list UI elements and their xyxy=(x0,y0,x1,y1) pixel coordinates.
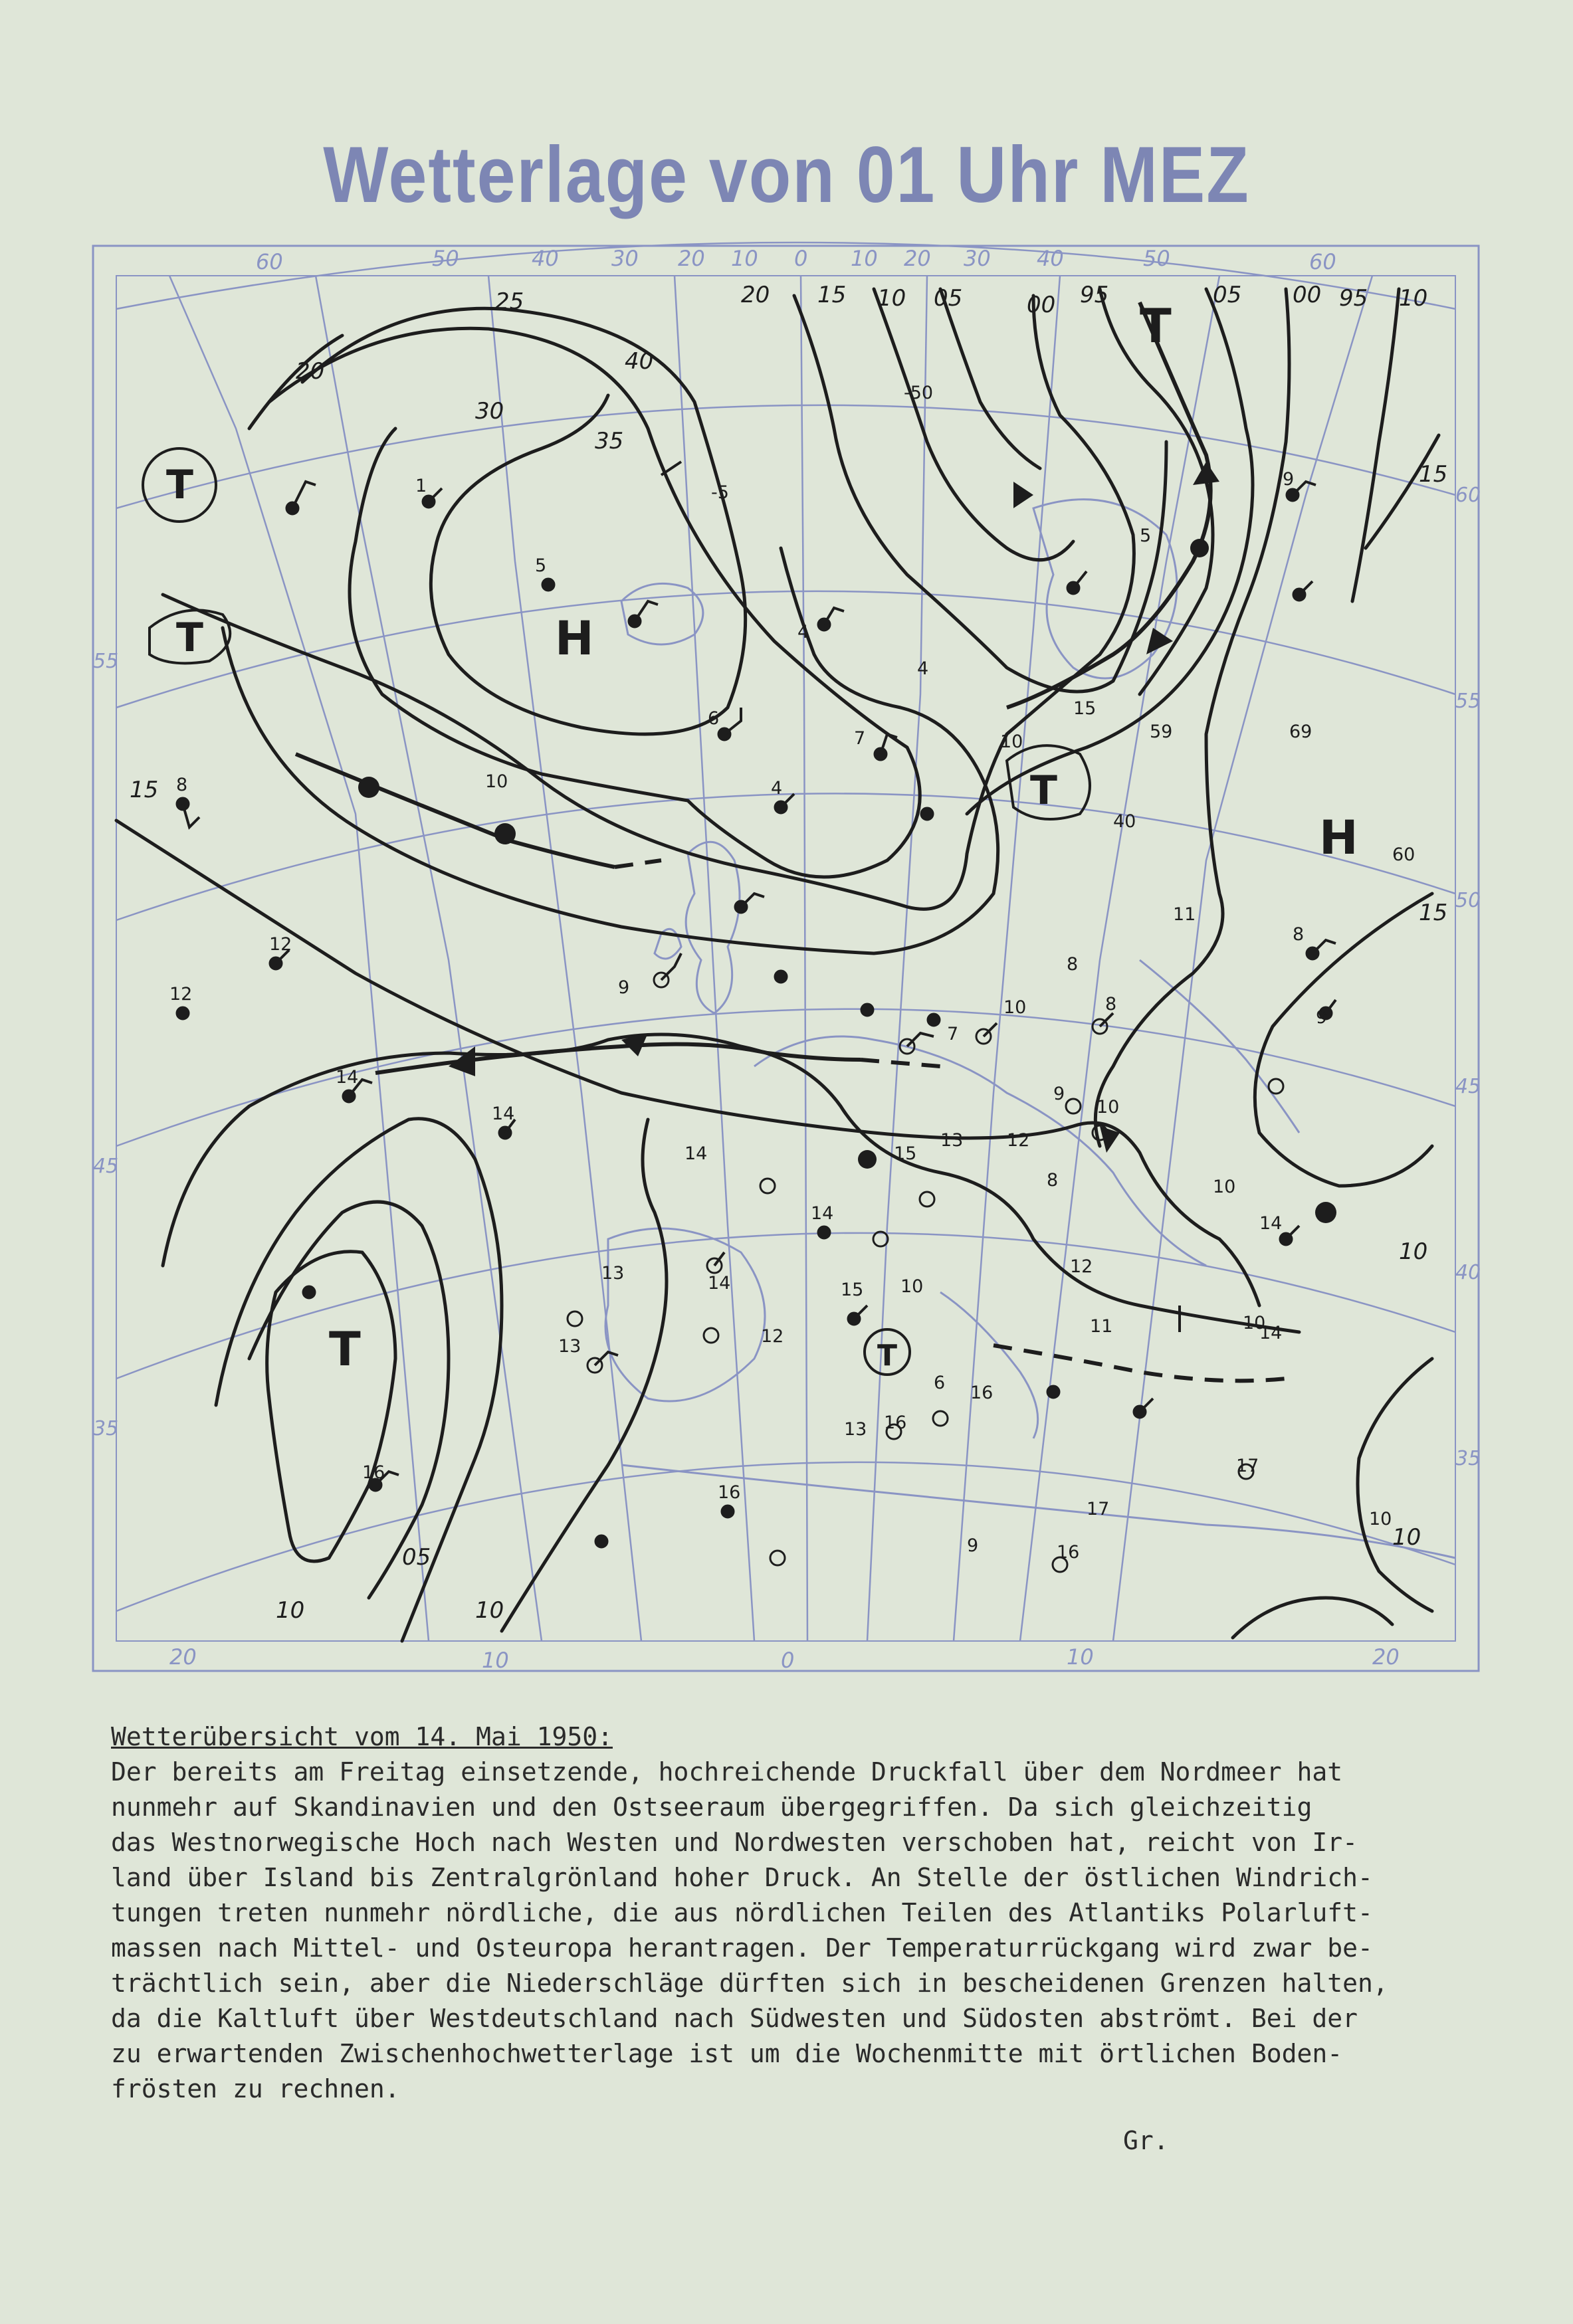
svg-text:16: 16 xyxy=(884,1412,907,1433)
svg-text:15: 15 xyxy=(130,777,159,803)
isobars xyxy=(116,289,1439,1641)
svg-text:10: 10 xyxy=(1243,1313,1266,1333)
svg-text:10: 10 xyxy=(1369,1509,1392,1529)
svg-text:30: 30 xyxy=(964,246,991,271)
svg-text:10: 10 xyxy=(1000,731,1023,752)
isobar-1015-se xyxy=(1255,894,1432,1186)
cold-front-north xyxy=(296,754,615,867)
svg-text:10: 10 xyxy=(475,1597,504,1624)
svg-text:10: 10 xyxy=(731,246,758,271)
pressure-centers xyxy=(143,299,1358,1377)
svg-text:35: 35 xyxy=(93,1417,119,1440)
report-line: da die Kaltluft über Westdeutschland nach Südwesten und Südosten abströmt. Bei der xyxy=(111,2004,1358,2033)
svg-text:12: 12 xyxy=(169,984,193,1005)
isobar-labels xyxy=(130,282,1447,1624)
low-center-baltic: T xyxy=(1030,767,1057,814)
svg-text:14: 14 xyxy=(1259,1213,1283,1234)
svg-text:40: 40 xyxy=(625,348,654,375)
graticule-right-labels xyxy=(1455,484,1481,1470)
svg-text:59: 59 xyxy=(1150,722,1173,742)
svg-text:60: 60 xyxy=(1392,844,1416,865)
svg-text:40: 40 xyxy=(532,246,559,271)
low-center-norwegian-sea: T xyxy=(1140,299,1172,353)
isobar-1030-south xyxy=(267,1252,395,1561)
svg-text:20: 20 xyxy=(904,246,931,271)
report-line: Der bereits am Freitag einsetzende, hochreichende Druckfall über dem Nordmeer hat xyxy=(111,1757,1343,1787)
parallels xyxy=(116,242,1455,1611)
svg-text:16: 16 xyxy=(970,1383,994,1403)
report-line: land über Island bis Zentralgrönland hoher Druck. An Stelle der östlichen Windrich- xyxy=(111,1863,1373,1892)
svg-text:14: 14 xyxy=(811,1203,834,1224)
balkan-coast xyxy=(1140,960,1299,1133)
high-center-iceland: H xyxy=(555,611,594,666)
svg-text:40: 40 xyxy=(1037,246,1064,271)
svg-text:05: 05 xyxy=(402,1544,431,1571)
svg-text:12: 12 xyxy=(1007,1130,1030,1151)
svg-text:50: 50 xyxy=(1455,889,1481,912)
low-center-west: T xyxy=(166,462,193,508)
report-signature: Gr. xyxy=(1123,2126,1169,2155)
svg-text:15: 15 xyxy=(1419,461,1448,488)
svg-text:20: 20 xyxy=(741,282,770,308)
svg-text:4: 4 xyxy=(917,658,929,679)
svg-text:15: 15 xyxy=(841,1280,864,1300)
isobar-1025-south xyxy=(249,1202,449,1598)
svg-text:10: 10 xyxy=(482,1648,509,1673)
svg-text:50: 50 xyxy=(432,246,459,271)
low-center-azores: T xyxy=(329,1322,361,1377)
svg-text:-5: -5 xyxy=(711,482,729,503)
svg-text:9: 9 xyxy=(1283,469,1295,490)
svg-text:9: 9 xyxy=(1316,1007,1328,1028)
svg-text:35: 35 xyxy=(595,428,624,454)
svg-text:16: 16 xyxy=(718,1482,741,1503)
graticule-left-labels xyxy=(93,650,118,1440)
svg-text:13: 13 xyxy=(844,1419,867,1440)
report-line: frösten zu rechnen. xyxy=(111,2074,400,2103)
svg-text:9: 9 xyxy=(967,1535,979,1556)
report-line: trächtlich sein, aber die Niederschläge dürften sich in bescheidenen Grenzen halten, xyxy=(111,1969,1388,1998)
svg-text:16: 16 xyxy=(362,1462,385,1483)
low-center-greenland: T xyxy=(176,615,203,661)
svg-text:45: 45 xyxy=(93,1155,119,1178)
isobar-1000 xyxy=(874,289,1073,560)
svg-text:30: 30 xyxy=(475,398,504,425)
front-dashed-north xyxy=(615,860,661,867)
occluded-front xyxy=(1007,302,1211,708)
svg-text:9: 9 xyxy=(1053,1084,1065,1104)
svg-text:11: 11 xyxy=(1173,904,1196,925)
report-line: nunmehr auf Skandinavien und den Ostseeraum übergegriffen. Da sich gleichzeitig xyxy=(111,1792,1312,1822)
svg-text:8: 8 xyxy=(176,775,188,795)
weather-map-svg xyxy=(76,229,1495,1688)
svg-text:14: 14 xyxy=(336,1067,359,1088)
svg-text:5: 5 xyxy=(1140,526,1152,546)
graticule-bottom-labels xyxy=(169,1644,1400,1673)
svg-text:11: 11 xyxy=(1090,1316,1113,1337)
svg-text:95: 95 xyxy=(1080,282,1109,308)
svg-text:0: 0 xyxy=(781,1648,795,1673)
svg-text:05: 05 xyxy=(1213,282,1242,308)
svg-text:4: 4 xyxy=(797,622,809,642)
map-title-stamp: Wetterlage von 01 Uhr MEZ xyxy=(323,131,1250,220)
svg-text:17: 17 xyxy=(1236,1456,1259,1476)
svg-text:15: 15 xyxy=(1073,698,1097,719)
svg-text:16: 16 xyxy=(1057,1542,1080,1563)
cold-front-middle xyxy=(375,1044,861,1073)
svg-text:10: 10 xyxy=(1213,1177,1236,1197)
svg-text:10: 10 xyxy=(1392,1524,1421,1551)
svg-text:9: 9 xyxy=(618,977,630,998)
svg-text:10: 10 xyxy=(1097,1097,1120,1117)
svg-text:35: 35 xyxy=(1455,1447,1481,1470)
weather-map xyxy=(76,229,1495,1688)
svg-text:13: 13 xyxy=(601,1263,625,1284)
svg-text:6: 6 xyxy=(934,1373,946,1393)
svg-text:12: 12 xyxy=(1070,1256,1093,1277)
svg-text:20: 20 xyxy=(296,358,325,385)
svg-text:10: 10 xyxy=(1067,1644,1094,1670)
svg-text:55: 55 xyxy=(93,650,119,673)
svg-text:00: 00 xyxy=(1027,292,1056,318)
svg-text:6: 6 xyxy=(708,708,720,729)
svg-text:20: 20 xyxy=(169,1644,197,1670)
svg-text:12: 12 xyxy=(761,1326,784,1347)
weather-report xyxy=(111,1719,1513,2107)
svg-text:60: 60 xyxy=(256,249,283,274)
svg-text:10: 10 xyxy=(877,285,906,312)
italy-coast xyxy=(940,1292,1038,1438)
svg-text:-50: -50 xyxy=(904,383,934,403)
svg-text:50: 50 xyxy=(1143,246,1170,271)
high-center-russia: H xyxy=(1319,811,1358,865)
svg-text:13: 13 xyxy=(940,1130,964,1151)
svg-text:13: 13 xyxy=(558,1336,581,1357)
isobar-1015-east xyxy=(1352,289,1399,601)
svg-text:8: 8 xyxy=(1047,1170,1059,1191)
svg-text:40: 40 xyxy=(1455,1261,1481,1284)
map-frame xyxy=(93,246,1479,1671)
svg-text:15: 15 xyxy=(817,282,847,308)
svg-text:25: 25 xyxy=(495,288,524,315)
low-center-mediterranean: T xyxy=(877,1339,898,1373)
svg-text:20: 20 xyxy=(1372,1644,1400,1670)
svg-text:05: 05 xyxy=(934,285,963,312)
svg-text:14: 14 xyxy=(708,1273,731,1294)
svg-text:5: 5 xyxy=(535,555,547,576)
svg-text:00: 00 xyxy=(1293,282,1322,308)
svg-text:12: 12 xyxy=(269,934,292,955)
isobar-1010-bottom xyxy=(1233,1598,1392,1638)
svg-text:10: 10 xyxy=(900,1276,924,1297)
iberia-coast xyxy=(605,1228,765,1401)
front-dashed-south xyxy=(994,1345,1286,1381)
svg-text:8: 8 xyxy=(1067,954,1079,975)
svg-text:55: 55 xyxy=(1455,690,1481,713)
svg-text:60: 60 xyxy=(1455,484,1481,507)
svg-text:10: 10 xyxy=(1399,285,1428,312)
map-inner-frame xyxy=(116,276,1455,1641)
svg-text:0: 0 xyxy=(794,246,808,271)
svg-text:8: 8 xyxy=(1105,994,1117,1015)
svg-text:4: 4 xyxy=(771,778,783,799)
report-line: massen nach Mittel- und Osteuropa herantragen. Der Temperaturrückgang wird zwar be- xyxy=(111,1933,1373,1963)
svg-text:7: 7 xyxy=(854,728,866,749)
svg-text:15: 15 xyxy=(894,1143,917,1164)
svg-text:45: 45 xyxy=(1455,1075,1481,1098)
report-line: zu erwartenden Zwischenhochwetterlage ist um die Wochenmitte mit örtlichen Boden- xyxy=(111,2039,1343,2068)
isobar-1010-south xyxy=(502,1119,667,1631)
report-line: tungen treten nunmehr nördliche, die aus nördlichen Teilen des Atlantiks Polarluft- xyxy=(111,1898,1373,1927)
svg-text:10: 10 xyxy=(485,771,508,792)
isobar-1005 xyxy=(794,296,1166,692)
svg-text:10: 10 xyxy=(1003,997,1027,1018)
svg-text:8: 8 xyxy=(1293,924,1305,945)
svg-text:95: 95 xyxy=(1339,285,1368,312)
isobar-1020-south xyxy=(216,1119,502,1641)
svg-text:69: 69 xyxy=(1289,722,1312,742)
britain-coast xyxy=(686,842,740,1013)
svg-text:60: 60 xyxy=(1309,249,1336,274)
svg-text:7: 7 xyxy=(947,1024,959,1044)
report-line: das Westnorwegische Hoch nach Westen und Nordwesten verschoben hat, reicht von Ir- xyxy=(111,1828,1358,1857)
svg-text:15: 15 xyxy=(1419,900,1448,926)
station-rings xyxy=(568,973,1283,1572)
iceland-coast xyxy=(621,583,703,644)
svg-text:14: 14 xyxy=(1259,1323,1283,1343)
svg-text:1: 1 xyxy=(415,476,427,496)
svg-text:10: 10 xyxy=(1399,1238,1428,1265)
svg-text:20: 20 xyxy=(678,246,705,271)
front-dashed-middle xyxy=(861,1060,940,1066)
report-title: Wetterübersicht vom 14. Mai 1950: xyxy=(111,1722,613,1751)
svg-text:17: 17 xyxy=(1087,1499,1110,1519)
meridians xyxy=(169,276,1372,1641)
svg-text:14: 14 xyxy=(492,1104,515,1124)
fronts xyxy=(296,302,1286,1381)
isobar-995 xyxy=(940,289,1040,468)
scandinavia-coast xyxy=(1033,500,1177,678)
isobar-1010-se xyxy=(1358,1359,1432,1611)
svg-text:10: 10 xyxy=(276,1597,305,1624)
graticule-top-labels xyxy=(256,246,1336,274)
svg-text:40: 40 xyxy=(1113,811,1136,832)
svg-text:30: 30 xyxy=(611,246,639,271)
svg-text:14: 14 xyxy=(684,1143,708,1164)
svg-text:10: 10 xyxy=(851,246,878,271)
